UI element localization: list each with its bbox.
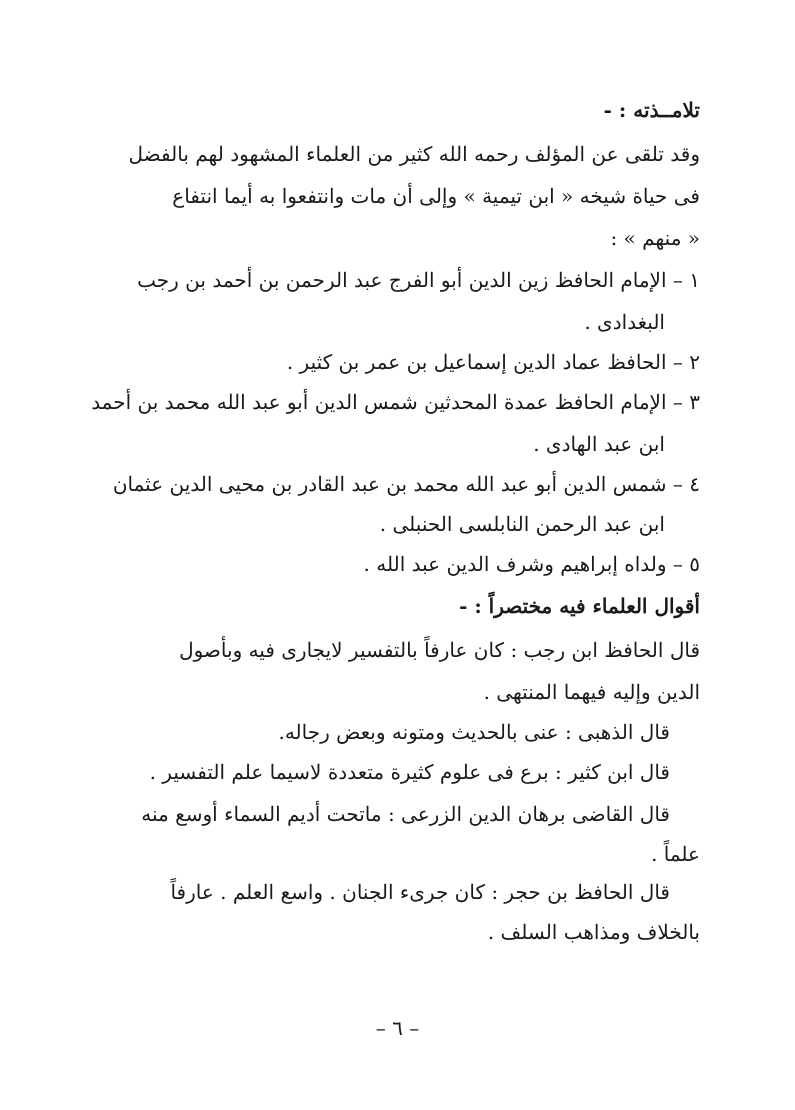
intro-line-3: « منهم » : — [610, 226, 700, 250]
student-number: ٣ – — [672, 390, 700, 414]
student-text: الإمام الحافظ عمدة المحدثين شمس الدين أبو عبد الله محمد بن أحمد — [91, 390, 667, 414]
saying-line: علماً . — [651, 842, 700, 866]
student-continuation: ابن عبد الهادى . — [533, 432, 665, 456]
student-continuation: البغدادى . — [584, 310, 665, 334]
student-item — [0, 548, 795, 580]
saying-line: الدين وإليه فيهما المنتهى . — [483, 680, 700, 704]
student-text: شمس الدين أبو عبد الله محمد بن عبد القادر بن محيى الدين عثمان — [112, 472, 667, 496]
student-item — [0, 346, 795, 378]
intro-line-2: فى حياة شيخه « ابن تيمية » وإلى أن مات وانتفعوا به أيما انتفاع — [172, 184, 700, 208]
saying-line: قال الذهبى : عنى بالحديث ومتونه وبعض رجاله. — [278, 720, 670, 744]
saying-line: قال ابن كثير : برع فى علوم كثيرة متعددة لاسيما علم التفسير . — [149, 760, 670, 784]
student-text: الحافظ عماد الدين إسماعيل بن عمر بن كثير . — [286, 350, 667, 374]
student-item — [0, 468, 795, 500]
saying-line: قال الحافظ بن حجر : كان جرىء الجنان . واسع العلم . عارفاً — [170, 880, 670, 904]
student-item — [0, 264, 795, 296]
student-item — [0, 386, 795, 418]
student-text: ولداه إبراهيم وشرف الدين عبد الله . — [363, 552, 667, 576]
student-number: ٥ – — [672, 552, 700, 576]
student-number: ٢ – — [672, 350, 700, 374]
intro-line-1: وقد تلقى عن المؤلف رحمه الله كثير من العلماء المشهود لهم بالفضل — [128, 142, 700, 166]
saying-line: قال الحافظ ابن رجب : كان عارفاً بالتفسير لايجارى فيه وبأصول — [179, 638, 700, 662]
student-text: الإمام الحافظ زين الدين أبو الفرج عبد الرحمن بن أحمد بن رجب — [137, 268, 667, 292]
student-number: ١ – — [672, 268, 700, 292]
saying-line: قال القاضى برهان الدين الزرعى : ماتحت أديم السماء أوسع منه — [141, 802, 670, 826]
saying-line: بالخلاف ومذاهب السلف . — [487, 920, 700, 944]
student-number: ٤ – — [672, 472, 700, 496]
student-continuation: ابن عبد الرحمن النابلسى الحنبلى . — [379, 512, 665, 536]
page-number: – ٦ – — [375, 1016, 420, 1040]
heading-students: تلامــذته : - — [603, 98, 700, 122]
heading-sayings: أقوال العلماء فيه مختصراً : - — [459, 594, 700, 618]
